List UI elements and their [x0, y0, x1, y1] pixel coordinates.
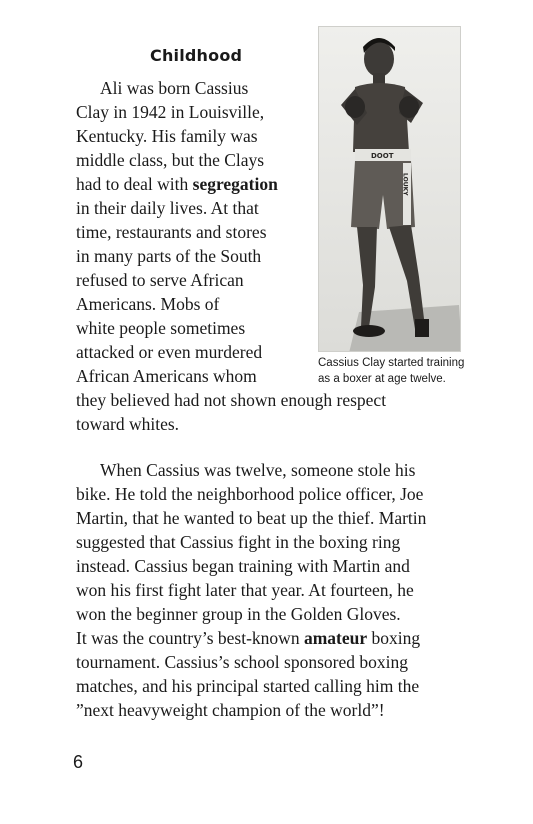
trunks-waistband-text: DOOT: [371, 152, 394, 160]
photo-caption-line-2: as a boxer at age twelve.: [318, 373, 446, 385]
paragraph-2-line-7: won the beginner group in the Golden Gloves.: [76, 604, 401, 624]
trunks-side-text: LOUKY: [401, 173, 409, 196]
paragraph-1-line-4: middle class, but the Clays: [76, 150, 265, 170]
paragraph-1-line-6: in their daily lives. At that: [76, 198, 259, 218]
paragraph-1-line-2: Clay in 1942 in Louisville,: [76, 102, 265, 122]
paragraph-1-line-14: they believed had not shown enough respect: [76, 390, 387, 410]
paragraph-1-line-3: Kentucky. His family was: [76, 126, 258, 146]
paragraph-1-line-7: time, restaurants and stores: [76, 222, 267, 242]
term-amateur: amateur: [303, 628, 368, 648]
boxer-photo: [318, 26, 461, 352]
paragraph-2-line-8: [76, 627, 420, 649]
paragraph-1-line-5: [76, 173, 278, 195]
paragraph-2-line-1: When Cassius was twelve, someone stole his: [100, 460, 416, 480]
paragraph-1-line-8: in many parts of the South: [76, 246, 262, 266]
paragraph-2-line-10: matches, and his principal started calling him the: [76, 676, 420, 696]
paragraph-1-line-15: toward whites.: [76, 414, 180, 434]
paragraph-1-line-1: Ali was born Cassius: [100, 78, 249, 98]
paragraph-1-line-5-text: had to deal with: [76, 174, 193, 194]
paragraph-1-line-10: Americans. Mobs of: [76, 294, 220, 314]
paragraph-1-line-13: African Americans whom: [76, 366, 257, 386]
paragraph-2-line-11: ”next heavyweight champion of the world”!: [76, 700, 385, 720]
paragraph-1-line-12: attacked or even murdered: [76, 342, 263, 362]
paragraph-1-line-11: white people sometimes: [76, 318, 246, 338]
paragraph-2-line-6: won his first fight later that year. At fourteen, he: [76, 580, 414, 600]
paragraph-2-line-9: tournament. Cassius’s school sponsored boxing: [76, 652, 408, 672]
paragraph-2-line-3: Martin, that he wanted to beat up the thief. Martin: [76, 508, 427, 528]
term-segregation: segregation: [192, 174, 278, 194]
paragraph-1-line-9: refused to serve African: [76, 270, 244, 290]
paragraph-2-line-4: suggested that Cassius fight in the boxing ring: [76, 532, 401, 552]
section-heading: Childhood: [150, 46, 243, 65]
paragraph-2-line-8-text: It was the country’s best-known: [76, 628, 304, 648]
paragraph-2-line-5: instead. Cassius began training with Martin and: [76, 556, 410, 576]
paragraph-2-line-2: bike. He told the neighborhood police officer, Joe: [76, 484, 424, 504]
page-number: 6: [73, 752, 84, 772]
photo-caption-line-1: Cassius Clay started training: [318, 357, 465, 369]
paragraph-2-line-8-tail: boxing: [367, 628, 421, 648]
